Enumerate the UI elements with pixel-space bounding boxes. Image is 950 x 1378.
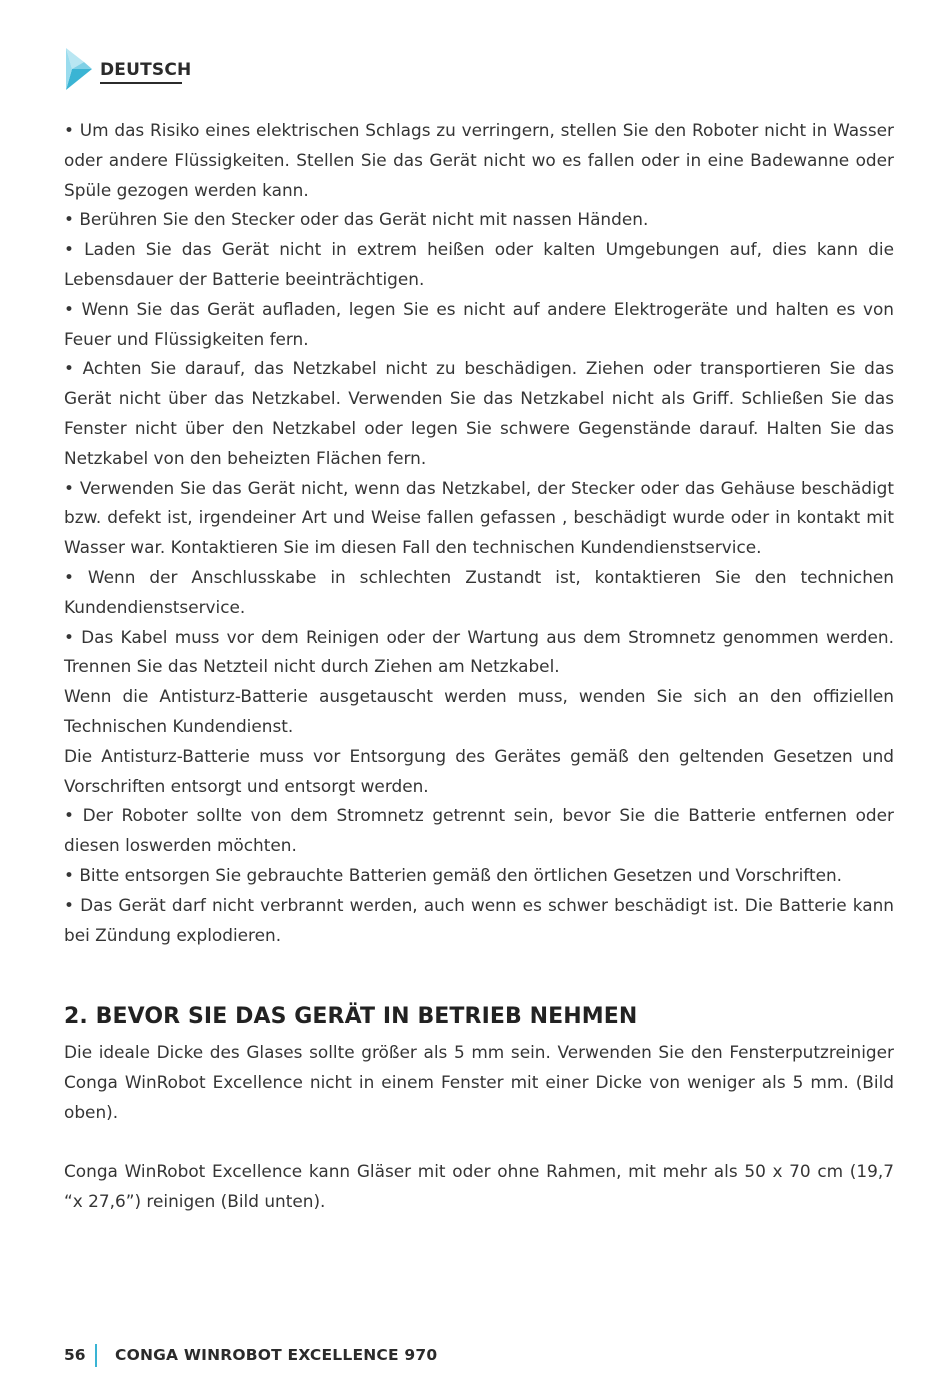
section-paragraph: Conga WinRobot Excellence kann Gläser mit oder ohne Rahmen, mit mehr als 50 x 70 cm (19,7 “x 27,6”) reinigen (Bild unten).	[64, 1161, 894, 1211]
footer-divider	[95, 1344, 97, 1367]
safety-item: • Achten Sie darauf, das Netzkabel nicht zu beschädigen. Ziehen oder transportieren Sie das Gerät nicht über das Netzkabel. Verwenden Sie das Netzkabel nicht als Griff. Schließen Sie das Fenster nicht über den Netzkabel oder legen Sie schwere Gegenstände darauf. Halten Sie das Netzkabel von den beheizten Flächen fern.	[64, 358, 894, 468]
safety-item: • Bitte entsorgen Sie gebrauchte Batterien gemäß den örtlichen Gesetzen und Vorschriften.	[64, 864, 843, 885]
page-footer	[64, 1344, 664, 1368]
safety-item: • Der Roboter sollte von dem Stromnetz getrennt sein, bevor Sie die Batterie entfernen oder diesen loswerden möchten.	[64, 805, 894, 856]
section-body	[64, 1038, 894, 1217]
language-label: DEUTSCH	[100, 60, 192, 80]
safety-item: • Das Kabel muss vor dem Reinigen oder der Wartung aus dem Stromnetz genommen werden. Trennen Sie das Netzteil nicht durch Ziehen am Netzkabel.	[64, 626, 894, 677]
language-underline	[100, 82, 182, 84]
safety-item: • Berühren Sie den Stecker oder das Gerät nicht mit nassen Händen.	[64, 209, 649, 230]
section-title: 2. BEVOR SIE DAS GERÄT IN BETRIEB NEHMEN	[64, 1004, 638, 1029]
chevron-arrow-icon	[64, 46, 94, 92]
page-number: 56	[64, 1346, 86, 1364]
paragraph-spacer	[64, 1127, 894, 1157]
footer-product-title: CONGA WINROBOT EXCELLENCE 970	[115, 1346, 438, 1364]
safety-item: Wenn die Antisturz-Batterie ausgetauscht werden muss, wenden Sie sich an den offiziellen Technischen Kundendienst.	[64, 686, 894, 736]
safety-item: • Verwenden Sie das Gerät nicht, wenn das Netzkabel, der Stecker oder das Gehäuse beschädigt bzw. defekt ist, irgendeiner Art und Weise fallen gefassen , beschädigt wurde oder in kontakt mit Wasser war. Kontaktieren Sie im diesen Fall den technischen Kundendienstservice.	[64, 477, 894, 558]
safety-item: • Wenn der Anschlusskabe in schlechten Zustandt ist, kontaktieren Sie den technichen Kundendienstservice.	[64, 566, 894, 617]
safety-instructions	[64, 116, 894, 950]
section-paragraph: Die ideale Dicke des Glases sollte größer als 5 mm sein. Verwenden Sie den Fensterputzreiniger Conga WinRobot Excellence nicht in einem Fenster mit einer Dicke von weniger als 5 mm. (Bild oben).	[64, 1042, 894, 1122]
safety-item: • Das Gerät darf nicht verbrannt werden, auch wenn es schwer beschädigt ist. Die Batterie kann bei Zündung explodieren.	[64, 894, 894, 945]
safety-item: • Laden Sie das Gerät nicht in extrem heißen oder kalten Umgebungen auf, dies kann die Lebensdauer der Batterie beeinträchtigen.	[64, 239, 894, 289]
safety-item: Die Antisturz-Batterie muss vor Entsorgung des Gerätes gemäß den geltenden Gesetzen und Vorschriften entsorgt und entsorgt werden.	[64, 745, 894, 796]
safety-item: • Um das Risiko eines elektrischen Schlags zu verringern, stellen Sie den Roboter nicht in Wasser oder andere Flüssigkeiten. Stellen Sie das Gerät nicht wo es fallen oder in eine Badewanne oder Spüle gezogen werden kann.	[64, 120, 894, 200]
safety-item: • Wenn Sie das Gerät aufladen, legen Sie es nicht auf andere Elektrogeräte und halten es von Feuer und Flüssigkeiten fern.	[64, 298, 894, 349]
language-header	[64, 46, 264, 92]
